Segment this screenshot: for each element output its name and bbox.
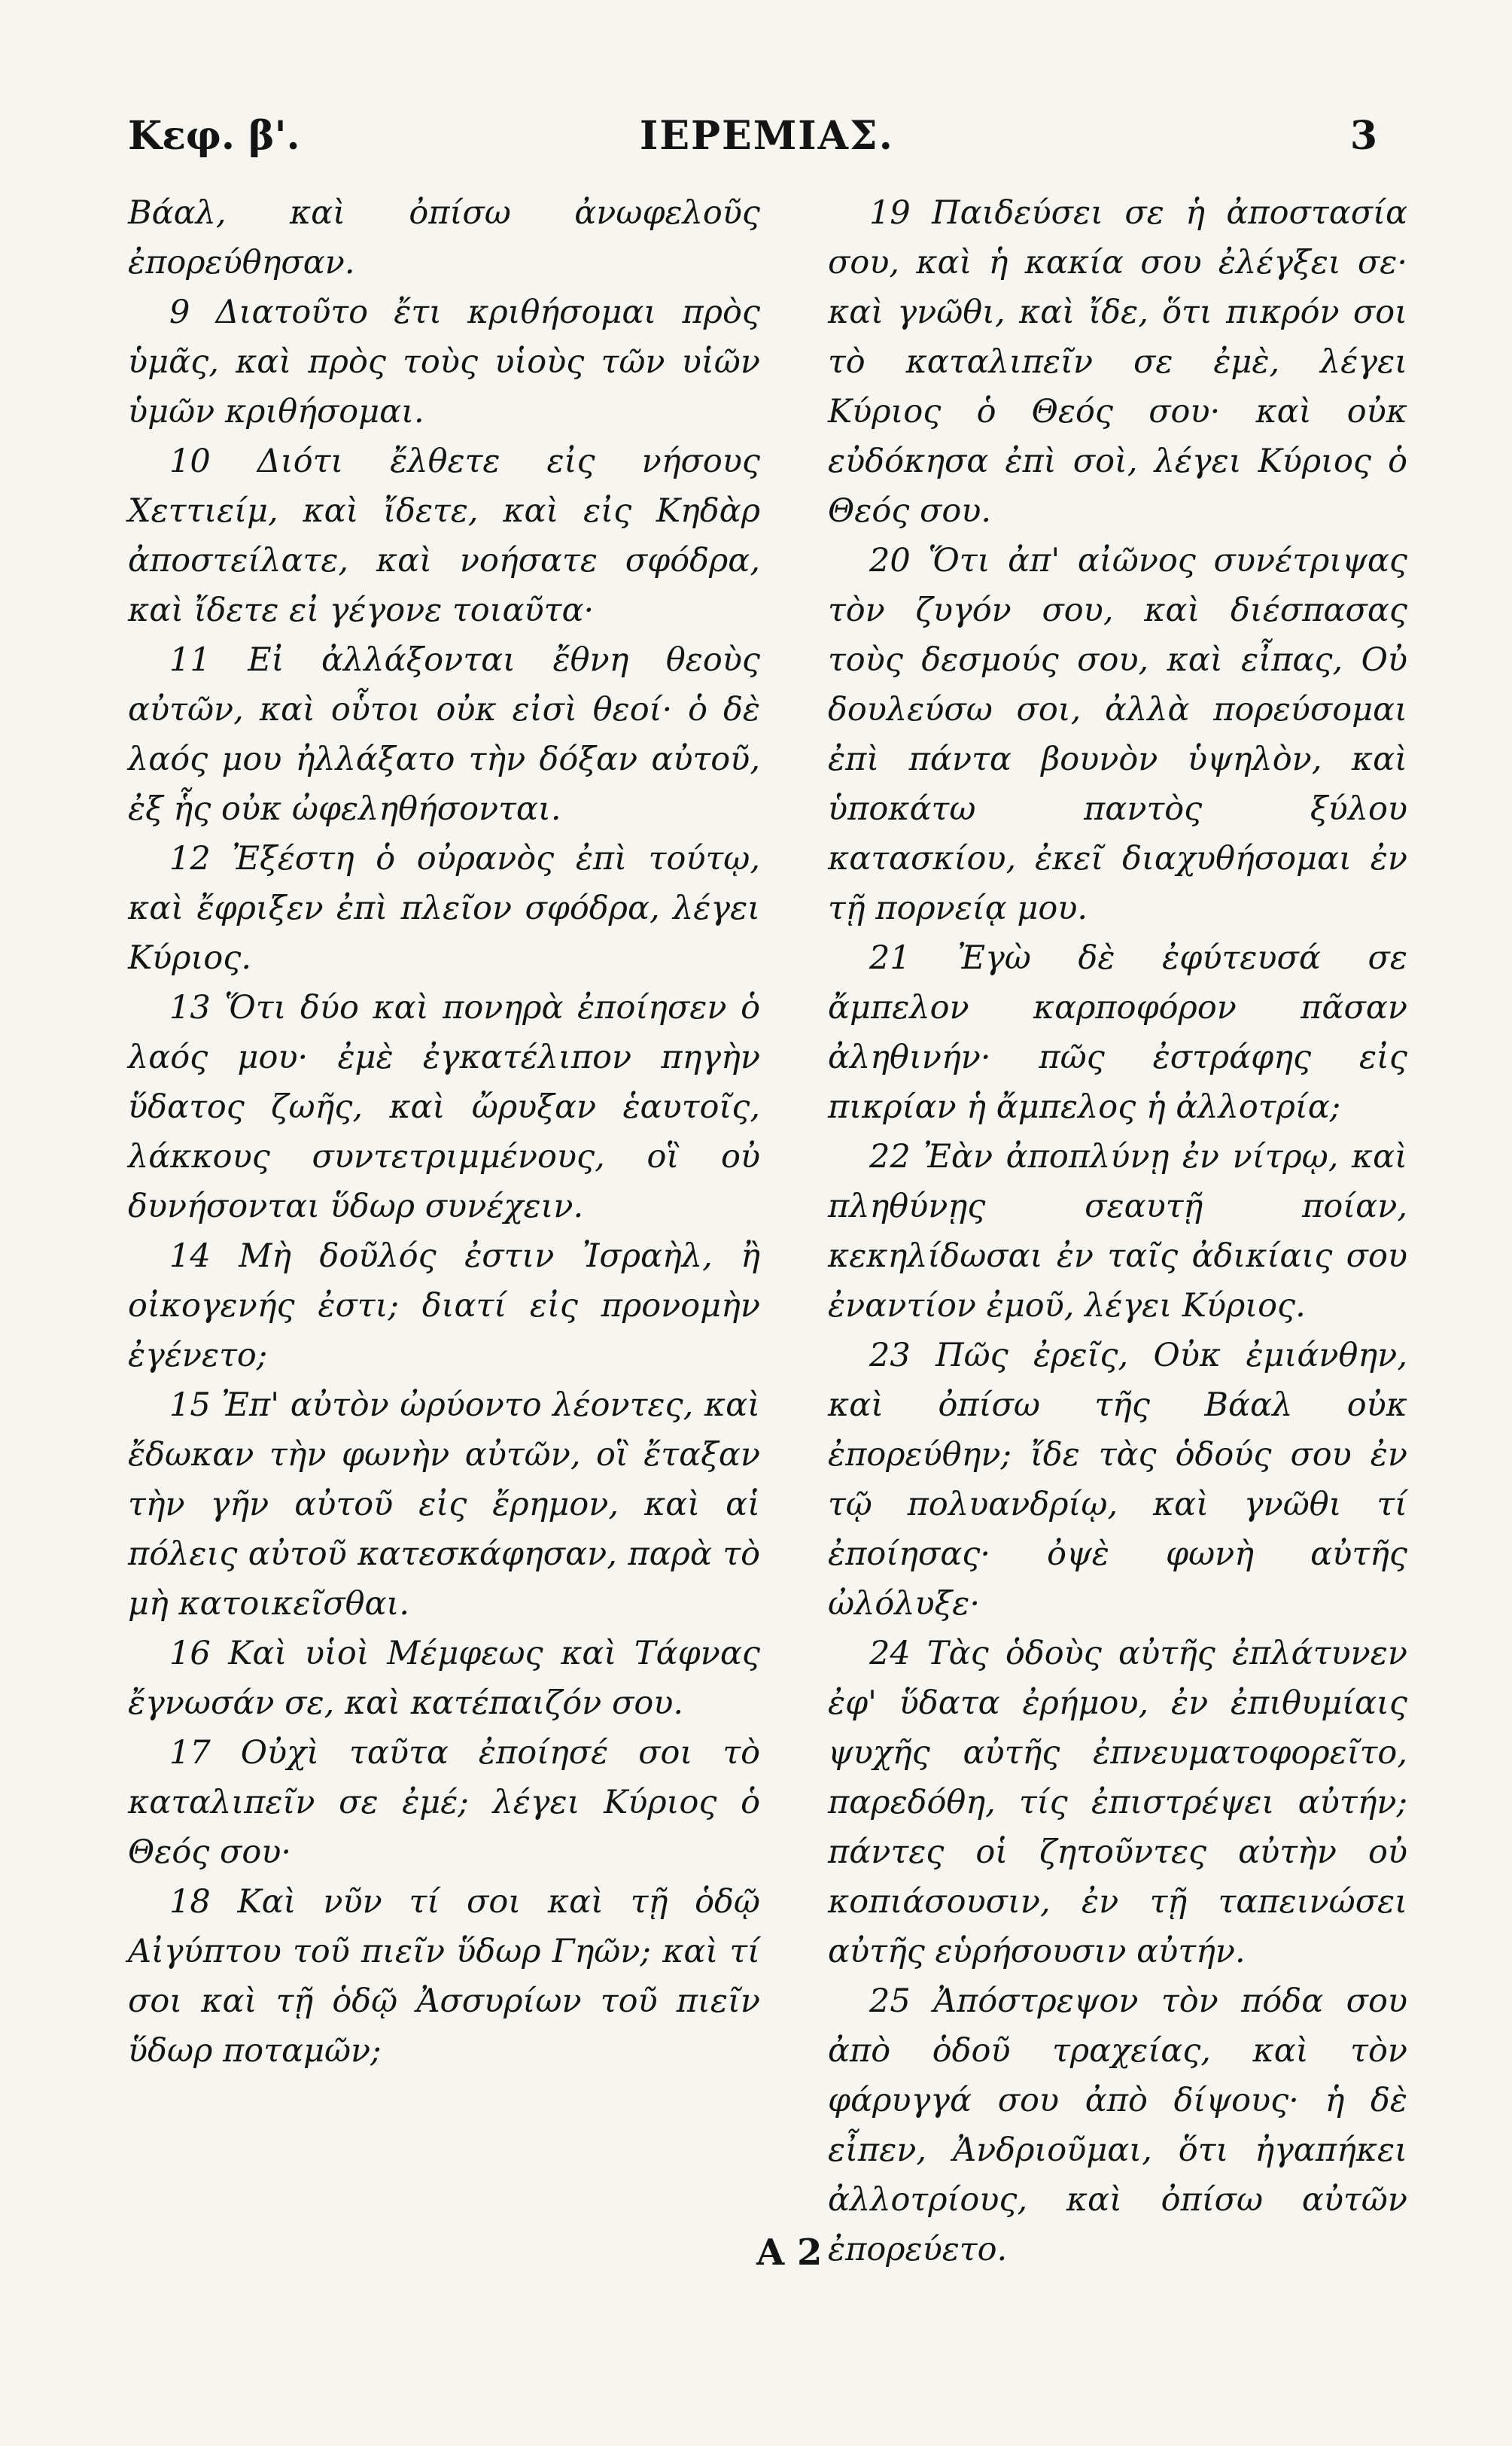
- verse-paragraph: 24 Τὰς ὁδοὺς αὐτῆς ἐπλάτυνεν ἐφ' ὕδατα ἐρήμου, ἐν ἐπιθυμίαις ψυχῆς αὐτῆς ἐπνευματοφορεῖτο, παρεδόθη, τίς ἐπιστρέψει αὐτήν; πάντες οἱ ζητοῦντες αὐτὴν οὐ κοπιάσουσιν, ἐν τῇ ταπεινώσει αὐτῆς εὑρήσουσιν αὐτήν.: [828, 1635, 1407, 1970]
- verse-paragraph: Βάαλ, καὶ ὀπίσω ἀνωφελοῦς ἐπορεύθησαν.: [128, 194, 760, 281]
- page-number: 3: [1349, 113, 1377, 159]
- verse-paragraph: 9 Διατοῦτο ἔτι κριθήσομαι πρὸς ὑμᾶς, καὶ πρὸς τοὺς υἱοὺς τῶν υἱῶν ὑμῶν κριθήσομαι.: [128, 294, 760, 430]
- verse-paragraph: 11 Εἰ ἀλλάξονται ἔθνη θεοὺς αὐτῶν, καὶ οὗτοι οὐκ εἰσὶ θεοί· ὁ δὲ λαός μου ἠλλάξατο τὴν δόξαν αὐτοῦ, ἐξ ἧς οὐκ ὠφεληθήσονται.: [128, 641, 760, 828]
- verse-paragraph: 16 Καὶ υἱοὶ Μέμφεως καὶ Τάφνας ἔγνωσάν σε, καὶ κατέπαιζόν σου.: [128, 1635, 760, 1722]
- verse-paragraph: 23 Πῶς ἐρεῖς, Οὐκ ἐμιάνθην, καὶ ὀπίσω τῆς Βάαλ οὐκ ἐπορεύθην; ἴδε τὰς ὁδούς σου ἐν τῷ πολυανδρίῳ, καὶ γνῶθι τί ἐποίησας· ὀψὲ φωνὴ αὐτῆς ὠλόλυξε·: [828, 1337, 1407, 1623]
- verse-paragraph: 22 Ἐὰν ἀποπλύνῃ ἐν νίτρῳ, καὶ πληθύνῃς σεαυτῇ ποίαν, κεκηλίδωσαι ἐν ταῖς ἀδικίαις σου ἐναντίον ἐμοῦ, λέγει Κύριος.: [828, 1138, 1407, 1325]
- verse-paragraph: 14 Μὴ δοῦλός ἐστιν Ἰσραὴλ, ἢ οἰκογενής ἐστι; διατί εἰς προνομὴν ἐγένετο;: [128, 1237, 760, 1374]
- verse-paragraph: 21 Ἐγὼ δὲ ἐφύτευσά σε ἄμπελον καρποφόρον πᾶσαν ἀληθινήν· πῶς ἐστράφης εἰς πικρίαν ἡ ἄμπελος ἡ ἀλλοτρία;: [828, 939, 1407, 1126]
- book-title: ΙΕΡΕΜΙΑΣ.: [640, 113, 894, 159]
- running-header: [128, 113, 1377, 166]
- verse-paragraph: 20 Ὅτι ἀπ' αἰῶνος συνέτριψας τὸν ζυγόν σου, καὶ διέσπασας τοὺς δεσμούς σου, καὶ εἶπας, Οὐ δουλεύσω σοι, ἀλλὰ πορεύσομαι ἐπὶ πάντα βουνὸν ὑψηλὸν, καὶ ὑποκάτω παντὸς ξύλου κατασκίου, ἐκεῖ διαχυθήσομαι ἐν τῇ πορνείᾳ μου.: [828, 542, 1407, 927]
- verse-paragraph: 15 Ἐπ' αὐτὸν ὠρύοντο λέοντες, καὶ ἔδωκαν τὴν φωνὴν αὐτῶν, οἳ ἔταξαν τὴν γῆν αὐτοῦ εἰς ἔρημον, καὶ αἱ πόλεις αὐτοῦ κατεσκάφησαν, παρὰ τὸ μὴ κατοικεῖσθαι.: [128, 1386, 760, 1623]
- verse-paragraph: 18 Καὶ νῦν τί σοι καὶ τῇ ὁδῷ Αἰγύπτου τοῦ πιεῖν ὕδωρ Γηῶν; καὶ τί σοι καὶ τῇ ὁδῷ Ἀσσυρίων τοῦ πιεῖν ὕδωρ ποταμῶν;: [128, 1883, 760, 2070]
- chapter-label: Κεφ. β'.: [128, 113, 300, 159]
- left-text-column: [128, 188, 760, 2076]
- verse-paragraph: 25 Ἀπόστρεψον τὸν πόδα σου ἀπὸ ὁδοῦ τραχείας, καὶ τὸν φάρυγγά σου ἀπὸ δίψους· ἡ δὲ εἶπεν, Ἀνδριοῦμαι, ὅτι ἠγαπήκει ἀλλοτρίους, καὶ ὀπίσω αὐτῶν ἐπορεύετο.: [828, 1982, 1407, 2268]
- verse-paragraph: 13 Ὅτι δύο καὶ πονηρὰ ἐποίησεν ὁ λαός μου· ἐμὲ ἐγκατέλιπον πηγὴν ὕδατος ζωῆς, καὶ ὤρυξαν ἑαυτοῖς, λάκκους συντετριμμένους, οἳ οὐ δυνήσονται ὕδωρ συνέχειν.: [128, 989, 760, 1225]
- verse-paragraph: 17 Οὐχὶ ταῦτα ἐποίησέ σοι τὸ καταλιπεῖν σε ἐμέ; λέγει Κύριος ὁ Θεός σου·: [128, 1734, 760, 1871]
- verse-paragraph: 12 Ἐξέστη ὁ οὐρανὸς ἐπὶ τούτῳ, καὶ ἔφριξεν ἐπὶ πλεῖον σφόδρα, λέγει Κύριος.: [128, 840, 760, 977]
- right-text-column: [828, 188, 1407, 2274]
- signature-mark: Α 2: [756, 2232, 823, 2274]
- verse-paragraph: 19 Παιδεύσει σε ἡ ἀποστασία σου, καὶ ἡ κακία σου ἐλέγξει σε· καὶ γνῶθι, καὶ ἴδε, ὅτι πικρόν σοι τὸ καταλιπεῖν σε ἐμὲ, λέγει Κύριος ὁ Θεός σου· καὶ οὐκ εὐδόκησα ἐπὶ σοὶ, λέγει Κύριος ὁ Θεός σου.: [828, 194, 1407, 530]
- verse-paragraph: 10 Διότι ἔλθετε εἰς νήσους Χεττιείμ, καὶ ἴδετε, καὶ εἰς Κηδὰρ ἀποστείλατε, καὶ νοήσατε σφόδρα, καὶ ἴδετε εἰ γέγονε τοιαῦτα·: [128, 443, 760, 629]
